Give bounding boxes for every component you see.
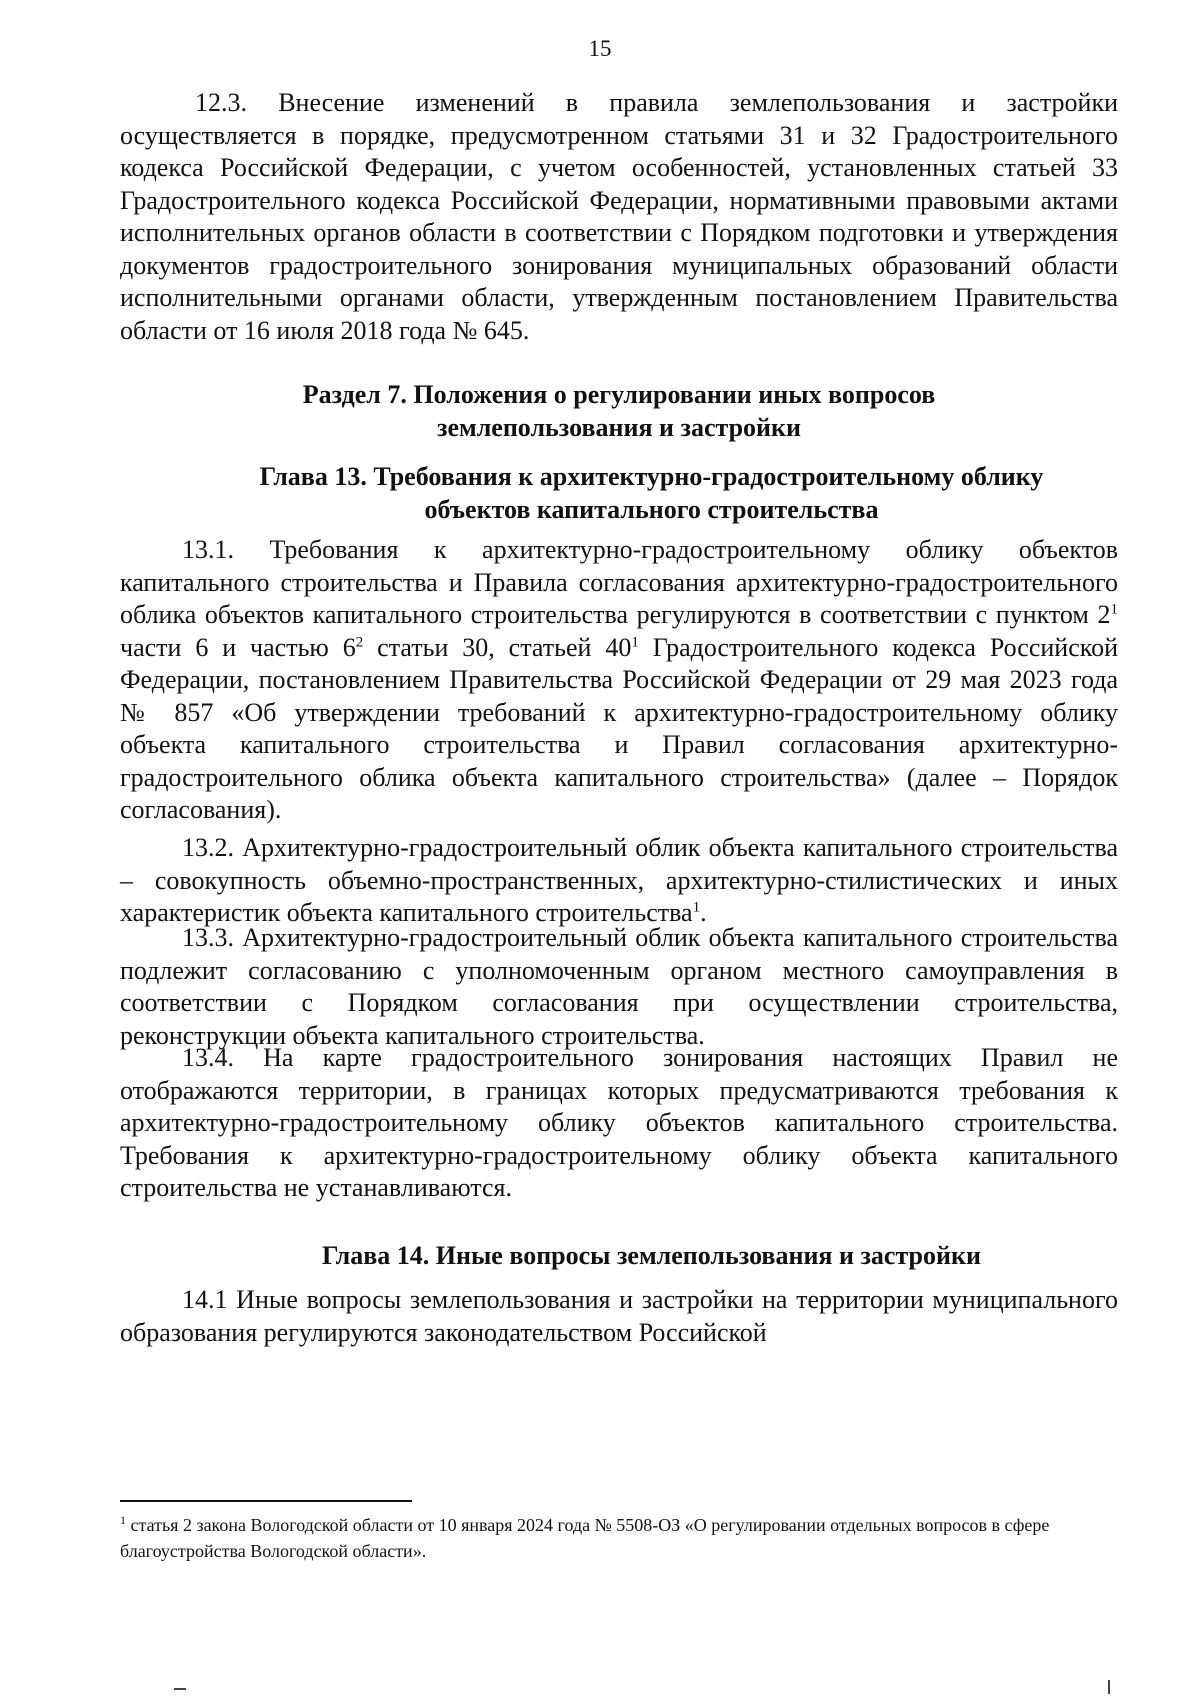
chapter-13-heading-line-2: объектов капитального строительства: [424, 495, 879, 524]
paragraph-13-2-text: 13.2. Архитектурно-градостроительный облик объекта капитального строительства – совокупность объемно-пространственных, архитектурно-стилистических и иных характеристик объекта капитального строительства: [120, 833, 1118, 927]
paragraph-13-2: [120, 832, 1118, 930]
footnote-1: [120, 1512, 1118, 1564]
paragraph-13-3: 13.3. Архитектурно-градостроительный облик объекта капитального строительства подлежит согласованию с уполномоченным органом местного самоуправления в соответствии с Порядком согласования при осуществлении строительства, реконструкции объекта капитального строительства.: [120, 923, 1118, 1050]
section-7-heading: [120, 378, 1118, 444]
paragraph-13-4: 13.4. На карте градостроительного зонирования настоящих Правил не отображаются территории, в границах которых предусматриваются требования к архитектурно-градостроительному облику объектов капитального строительства. Требования к архитектурно-градостроительному облику объекта капитального строительства не устанавливаются.: [120, 1043, 1118, 1202]
paragraph-14-1: 14.1 Иные вопросы землепользования и застройки на территории муниципального образования регулируются законодательством Российской: [120, 1285, 1118, 1347]
chapter-14-heading-title: Глава 14. Иные вопросы землепользования и застройки: [322, 1241, 981, 1270]
paragraph-13-2-end: .: [700, 898, 707, 927]
section-7-heading-line-1: Раздел 7. Положения о регулировании иных вопросов: [302, 380, 936, 409]
chapter-13-heading-line-1: Глава 13. Требования к архитектурно-градостроительному облику: [259, 462, 1044, 491]
footnote-marker: 1: [120, 1513, 126, 1527]
chapter-14-heading: [185, 1239, 1118, 1272]
footnote-separator: [120, 1500, 412, 1502]
scan-mark: [1108, 1680, 1110, 1694]
section-7-heading-line-2: землепользования и застройки: [437, 413, 801, 442]
paragraph-12-3: 12.3. Внесение изменений в правила землепользования и застройки осуществляется в порядке, предусмотренном статьями 31 и 32 Градостроительного кодекса Российской Федерации, с учетом особенностей, установленных статьей 33 Градостроительного кодекса Российской Федерации, нормативными правовыми актами исполнительных органов области в соответствии с Порядком подготовки и утверждения документов градостроительного зонирования муниципальных образований области исполнительными органами области, утвержденным постановлением Правительства области от 16 июля 2018 года № 645.: [120, 88, 1118, 345]
paragraph-13-1-part-2: части 6 и частью 6: [120, 632, 356, 662]
footnote-text: статья 2 закона Вологодской области от 10 января 2024 года № 5508-ОЗ «О регулировании отдельных вопросов в сфере благоустройства Вологодской области».: [120, 1515, 1050, 1561]
paragraph-13-1-part-1: 13.1. Требования к архитектурно-градостроительному облику объектов капитального строительства и Правила согласования архитектурно-градостроительного облика объектов капитального строительства регулируются в соответствии с пунктом 2: [120, 535, 1118, 629]
superscript-2: 2: [355, 633, 364, 650]
paragraph-13-1-part-4: Градостроительного кодекса Российской Федерации, постановлением Правительства Российской Федерации от 29 мая 2023 года № 857 «Об утверждении требований к архитектурно-градостроительному облику объекта капитального строительства и Правил согласования архитектурно-градостроительного облика объекта капитального строительства» (далее – Порядок согласования).: [120, 632, 1118, 824]
footnote-reference: 1: [692, 899, 701, 916]
paragraph-13-1-part-3: статьи 30, статьей 40: [363, 632, 632, 662]
chapter-13-heading: [185, 460, 1118, 526]
superscript-1: 1: [1110, 601, 1118, 618]
superscript-3: 1: [631, 633, 639, 650]
page-number: 15: [588, 36, 612, 61]
paragraph-13-1: [120, 534, 1118, 827]
scan-mark: [174, 1688, 186, 1690]
